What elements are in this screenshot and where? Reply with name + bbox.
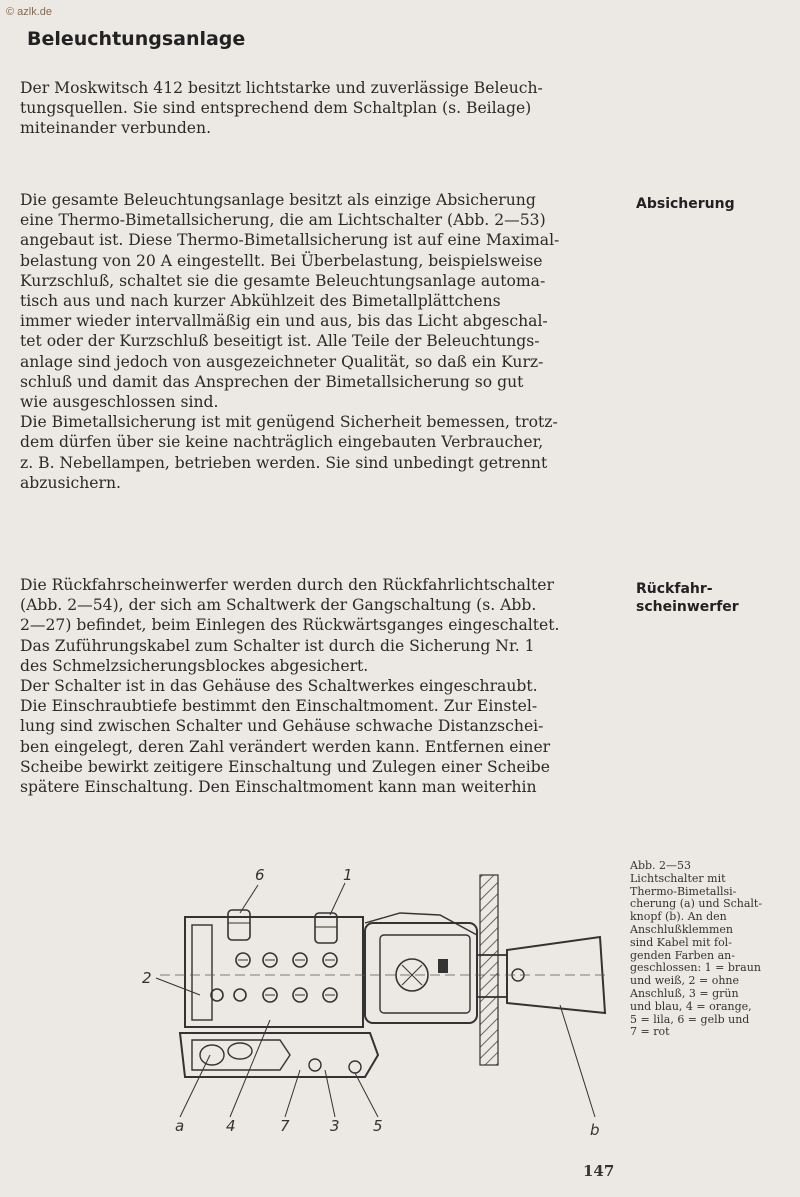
switch-body bbox=[365, 923, 477, 1023]
caption-line: geschlossen: 1 = braun bbox=[630, 961, 761, 975]
page-number: 147 bbox=[583, 1162, 615, 1180]
text-line: Die Bimetallsicherung ist mit genügend Sicherheit bemessen, trotz- bbox=[20, 413, 558, 432]
caption-line: cherung (a) und Schalt- bbox=[630, 897, 763, 911]
text-line: des Schmelzsicherungsblockes abgesichert. bbox=[20, 656, 369, 675]
caption-line: 5 = lila, 6 = gelb und bbox=[630, 1012, 750, 1026]
side-heading-absicherung bbox=[636, 195, 735, 213]
text-line: angebaut ist. Diese Thermo-Bimetallsicherung ist auf eine Maximal- bbox=[20, 231, 560, 250]
text-line: Kurzschluß, schaltet sie die gesamte Beleuchtungsanlage automa- bbox=[20, 271, 546, 290]
caption-line: Thermo-Bimetallsi- bbox=[630, 884, 737, 898]
caption-line: sind Kabel mit fol- bbox=[630, 935, 732, 949]
caption-line: genden Farben an- bbox=[630, 948, 735, 962]
text-line: Der Moskwitsch 412 besitzt lichtstarke und zuverlässige Beleuch- bbox=[20, 79, 543, 97]
caption-line: Anschlußklemmen bbox=[630, 922, 734, 936]
figure-label: b bbox=[590, 1121, 600, 1139]
text-line: Der Schalter ist in das Gehäuse des Schaltwerkes eingeschraubt. bbox=[20, 677, 538, 696]
light-switch-figure bbox=[140, 855, 620, 1145]
text-line: tisch aus und nach kurzer Abkühlzeit des Bimetallplättchens bbox=[20, 292, 501, 311]
text-line: schluß und damit das Ansprechen der Bimetallsicherung so gut bbox=[20, 372, 524, 391]
terminal-post-6 bbox=[228, 910, 250, 940]
text-line: belastung von 20 A eingestellt. Bei Überbelastung, beispielsweise bbox=[20, 251, 543, 270]
figure-label: 6 bbox=[255, 866, 265, 884]
caption-line: Anschluß, 3 = grün bbox=[630, 986, 739, 1000]
side-heading-line: Rückfahr- bbox=[636, 581, 713, 597]
watermark: © azlk.de bbox=[6, 6, 53, 18]
caption-line: und blau, 4 = orange, bbox=[630, 999, 752, 1013]
side-heading-rueckfahrscheinwerfer bbox=[636, 580, 739, 616]
figure-label: 4 bbox=[226, 1117, 236, 1135]
text-line: dem dürfen über sie keine nachträglich eingebauten Verbraucher, bbox=[20, 433, 544, 452]
caption-line: und weiß, 2 = ohne bbox=[630, 974, 740, 988]
figure-label: 7 bbox=[280, 1117, 290, 1135]
text-line: Scheibe bewirkt zeitigere Einschaltung und Zulegen einer Scheibe bbox=[20, 757, 550, 776]
text-line: (Abb. 2—54), der sich am Schaltwerk der Gangschaltung (s. Abb. bbox=[20, 596, 537, 615]
caption-line: Lichtschalter mit bbox=[630, 871, 726, 885]
mounting-panel bbox=[480, 875, 498, 1065]
text-line: immer wieder intervallmäßig ein und aus, bis das Licht abgeschal- bbox=[20, 312, 548, 331]
text-line: Die gesamte Beleuchtungsanlage besitzt als einzige Absicherung bbox=[20, 191, 536, 209]
figure-label: 1 bbox=[343, 866, 353, 884]
intro-paragraph bbox=[20, 78, 620, 139]
figure-caption bbox=[630, 860, 782, 1039]
text-line: tungsquellen. Sie sind entsprechend dem Schaltplan (s. Beilage) bbox=[20, 99, 532, 118]
side-heading-line: Absicherung bbox=[636, 196, 735, 212]
figure-label: 2 bbox=[142, 969, 152, 987]
leader-lines bbox=[156, 883, 595, 1117]
side-heading-line: scheinwerfer bbox=[636, 599, 739, 615]
text-line: ben eingelegt, deren Zahl verändert werden kann. Entfernen einer bbox=[20, 737, 551, 756]
section-rueckfahrscheinwerfer bbox=[20, 575, 620, 797]
caption-line: 7 = rot bbox=[630, 1025, 670, 1039]
text-line: Die Einschraubtiefe bestimmt den Einschaltmoment. Zur Einstel- bbox=[20, 697, 538, 716]
page-title: Beleuchtungsanlage bbox=[27, 28, 246, 50]
text-line: wie ausgeschlossen sind. bbox=[20, 393, 219, 412]
text-line: eine Thermo-Bimetallsicherung, die am Lichtschalter (Abb. 2—53) bbox=[20, 211, 546, 230]
text-line: 2—27) befindet, beim Einlegen des Rückwärtsganges eingeschaltet. bbox=[20, 616, 560, 635]
figure-label: a bbox=[175, 1117, 185, 1135]
section-absicherung bbox=[20, 190, 620, 493]
figure-label: 3 bbox=[330, 1117, 340, 1135]
text-line: spätere Einschaltung. Den Einschaltmoment kann man weiterhin bbox=[20, 778, 537, 797]
caption-line: knopf (b). An den bbox=[630, 910, 727, 924]
caption-line: Abb. 2—53 bbox=[630, 859, 692, 872]
text-line: lung sind zwischen Schalter und Gehäuse schwache Distanzschei- bbox=[20, 717, 544, 736]
terminal-row-upper bbox=[236, 953, 337, 967]
terminal-cross-marks bbox=[238, 960, 335, 995]
text-line: miteinander verbunden. bbox=[20, 119, 212, 138]
text-line: Das Zuführungskabel zum Schalter ist durch die Sicherung Nr. 1 bbox=[20, 636, 535, 655]
figure-label: 5 bbox=[373, 1117, 383, 1135]
text-line: Die Rückfahrscheinwerfer werden durch den Rückfahrlichtschalter bbox=[20, 576, 554, 594]
text-line: abzusichern. bbox=[20, 473, 121, 492]
text-line: anlage sind jedoch von ausgezeichneter Qualität, so daß ein Kurz- bbox=[20, 352, 544, 371]
text-line: z. B. Nebellampen, betrieben werden. Sie sind unbedingt getrennt bbox=[20, 453, 548, 472]
text-line: tet oder der Kurzschluß beseitigt ist. Alle Teile der Beleuchtungs- bbox=[20, 332, 540, 351]
